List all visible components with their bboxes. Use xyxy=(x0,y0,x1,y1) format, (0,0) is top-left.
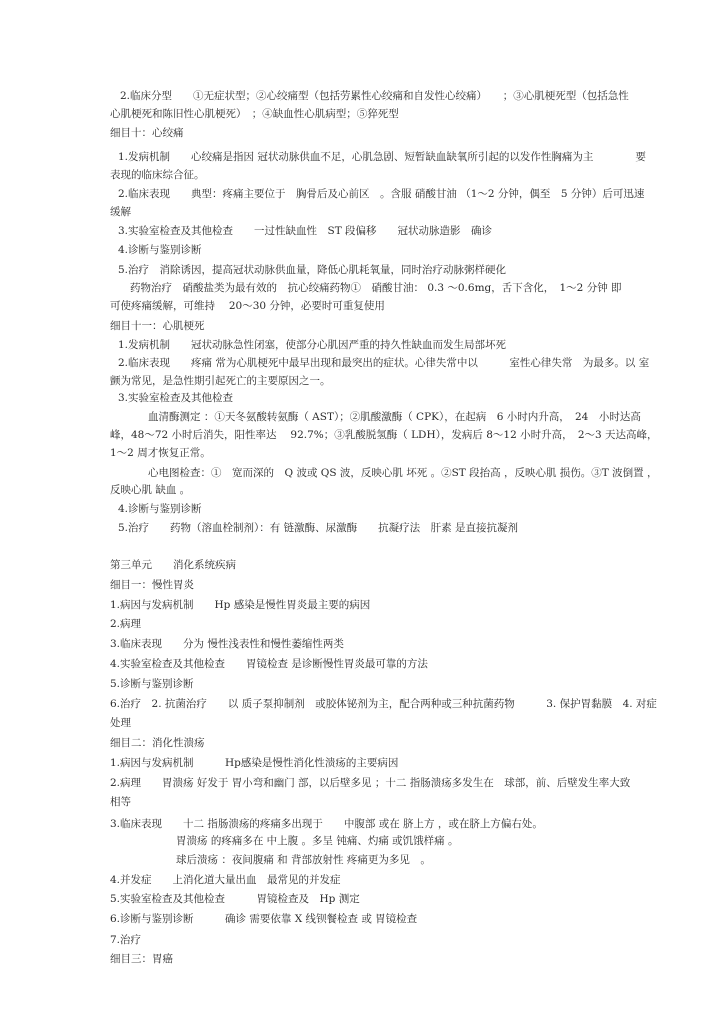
text-line: 1～2 周才恢复正常。 xyxy=(110,447,211,459)
text-line: 处理 xyxy=(110,717,131,729)
text-line: 3.实验室检查及其他检查 xyxy=(118,392,234,404)
text-line: 心肌梗死和陈旧性心肌梗死） ；④缺血性心肌病型；⑤猝死型 xyxy=(110,108,399,120)
text-line: 峰，48～72 小时后消失，阳性率达 92.7%；③乳酸脱氢酶（ LDH），发病后 8～12 小时升高， 2～3 天达高峰， xyxy=(110,429,658,441)
text-line: 5.实验室检查及其他检查 胃镜检查及 Hp 测定 xyxy=(110,893,360,905)
text-line: 3.临床表现 分为 慢性浅表性和慢性萎缩性两类 xyxy=(110,638,344,650)
text-line: 表现的临床综合征。 xyxy=(110,169,205,181)
unit-heading: 第三单元 消化系统疾病 xyxy=(110,559,236,571)
text-line: 3.临床表现 十二 指肠溃疡的疼痛多出现于 中腹部 或在 脐上方 ，或在脐上方偏右处。 xyxy=(110,818,543,830)
section-heading: 细目十一：心肌梗死 xyxy=(110,320,205,332)
text-line: 2.临床表现 典型：疼痛主要位于 胸骨后及心前区 。含服 硝酸甘油 （1～2 分钟，偶至 5 分钟）后可迅速 xyxy=(118,188,645,200)
section-heading: 细目三：胃癌 xyxy=(110,953,173,965)
text-line: 5.治疗 消除诱因，提高冠状动脉供血量，降低心肌耗氧量，同时治疗动脉粥样硬化 xyxy=(118,264,507,276)
text-line: 药物治疗 硝酸盐类为最有效的 抗心绞痛药物① 硝酸甘油： 0.3 ～0.6mg，舌下含化， 1～2 分钟 即 xyxy=(130,282,622,294)
text-line: 颤为常见，是急性期引起死亡的主要原因之一。 xyxy=(110,375,331,387)
text-line: 2.病理 胃溃疡 好发于 胃小弯和幽门 部，以后壁多见 ；十二 指肠溃疡多发生在 球部，前、后壁发生率大致 xyxy=(110,777,631,789)
text-line: 6.治疗 2. 抗菌治疗 以 质子泵抑制剂 或胶体铋剂为主，配合两种或三种抗菌药物 3. 保护胃黏膜 4. 对症 xyxy=(110,698,657,710)
text-line: 7.治疗 xyxy=(110,934,142,946)
text-line: 心电图检查：① 宽而深的 Q 波或 QS 波，反映心肌 坏死 。②ST 段抬高 ，反映心肌 损伤。③T 波倒置 ， xyxy=(148,467,658,479)
text-line: 1.发病机制 冠状动脉急性闭塞，使部分心肌因严重的持久性缺血而发生局部坏死 xyxy=(118,339,507,351)
text-line: 2.病理 xyxy=(110,618,142,630)
text-line: 相等 xyxy=(110,796,131,808)
text-line: 2.临床分型 ①无症状型；②心绞痛型（包括劳累性心绞痛和自发性心绞痛） ；③心肌梗死型（包括急性 xyxy=(120,90,629,102)
text-line: 6.诊断与鉴别诊断 确诊 需要依靠 X 线钡餐检查 或 胃镜检查 xyxy=(110,913,418,925)
text-line: 4.实验室检查及其他检查 胃镜检查 是诊断慢性胃炎最可靠的方法 xyxy=(110,658,428,670)
text-line: 1.发病机制 心绞痛是指因 冠状动脉供血不足，心肌急剧、短暂缺血缺氧所引起的以发作性胸痛为主 要 xyxy=(118,151,646,163)
section-heading: 细目二：消化性溃疡 xyxy=(110,737,205,749)
text-line: 缓解 xyxy=(110,206,131,218)
section-heading: 细目十：心绞痛 xyxy=(110,127,184,139)
section-heading: 细目一：慢性胃炎 xyxy=(110,579,194,591)
text-line: 2.临床表现 疼痛 常为心肌梗死中最早出现和最突出的症状。心律失常中以 室性心律失常 为最多。以 室 xyxy=(118,357,650,369)
text-line: 可使疼痛缓解，可维持 20～30 分钟，必要时可重复使用 xyxy=(110,300,385,312)
text-line: 胃溃疡 的疼痛多在 中上腹 。多呈 钝痛、灼痛 或饥饿样痛 。 xyxy=(176,835,459,847)
text-line: 4.诊断与鉴别诊断 xyxy=(118,244,202,256)
text-line: 4.并发症 上消化道大量出血 最常见的并发症 xyxy=(110,874,341,886)
text-line: 5.诊断与鉴别诊断 xyxy=(110,678,194,690)
text-line: 血清酶测定 ：①天冬氨酸转氨酶（ AST）；②肌酸激酶（ CPK），在起病 6 小时内升高， 24 小时达高 xyxy=(148,411,641,423)
text-line: 球后溃疡 ：夜间腹痛 和 背部放射性 疼痛更为多见 。 xyxy=(176,854,431,866)
text-line: 4.诊断与鉴别诊断 xyxy=(118,503,202,515)
text-line: 3.实验室检查及其他检查 一过性缺血性 ST 段偏移 冠状动脉造影 确诊 xyxy=(118,225,493,237)
text-line: 1.病因与发病机制 Hp感染是慢性消化性溃疡的主要病因 xyxy=(110,757,399,769)
text-line: 1.病因与发病机制 Hp 感染是慢性胃炎最主要的病因 xyxy=(110,599,371,611)
text-line: 反映心肌 缺血 。 xyxy=(110,484,191,496)
text-line: 5.治疗 药物（溶血栓制剂）：有 链激酶、尿激酶 抗凝疗法 肝素 是直接抗凝剂 xyxy=(118,522,518,534)
